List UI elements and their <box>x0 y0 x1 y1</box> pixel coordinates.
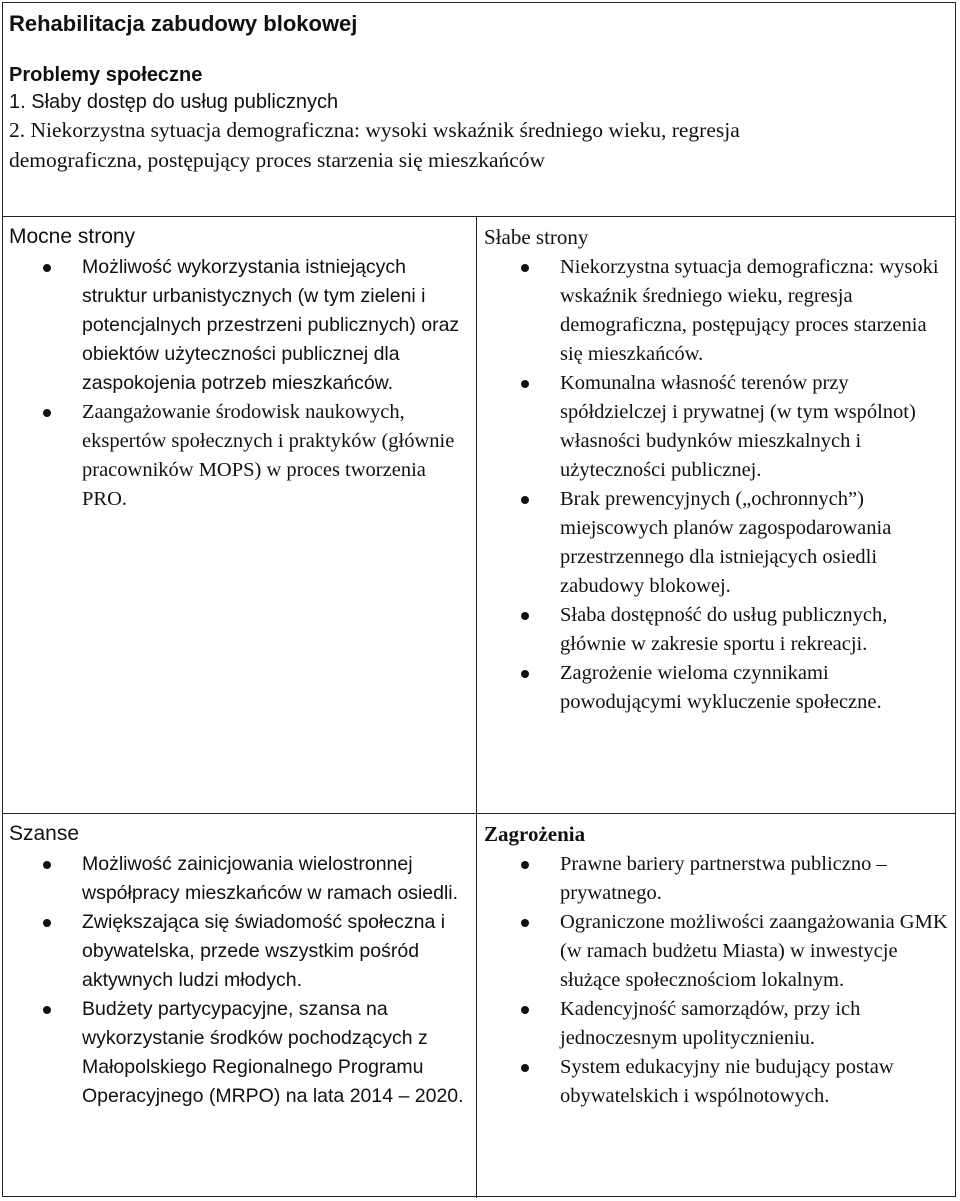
list-item <box>484 1053 951 1111</box>
threat-text: Kadencyjność samorządów, przy ich jednoczesnym upolitycznieniu. <box>560 998 861 1049</box>
bullet-icon <box>43 264 51 272</box>
list-item <box>484 995 951 1053</box>
strengths-list <box>9 253 470 514</box>
weaknesses-cell <box>478 217 957 813</box>
list-item <box>9 850 470 908</box>
strengths-title: Mocne strony <box>9 225 136 248</box>
strength-text: Możliwość wykorzystania istniejących struktur urbanistycznych (w tym zieleni i potencjalnych przestrzeni publicznych) oraz obiektów użyteczności publicznej dla zaspokojenia potrzeb mieszkańców. <box>82 256 460 394</box>
bullet-icon <box>43 409 51 417</box>
list-item <box>9 995 470 1111</box>
list-item <box>484 601 951 659</box>
list-item <box>9 253 470 398</box>
weakness-text: Brak prewencyjnych („ochronnych”) miejscowych planów zagospodarowania przestrzennego dla istniejących osiedli zabudowy blokowej. <box>560 488 892 597</box>
weakness-text: Słaba dostępność do usług publicznych, głównie w zakresie sportu i rekreacji. <box>560 604 888 655</box>
threat-text: Ograniczone możliwości zaangażowania GMK (w ramach budżetu Miasta) w inwestycje służące społecznościom lokalnym. <box>560 911 948 991</box>
list-item <box>484 369 951 485</box>
list-item <box>9 398 470 514</box>
list-item <box>484 253 951 369</box>
opportunities-title: Szanse <box>9 822 80 845</box>
list-item <box>484 908 951 995</box>
strength-text: Zaangażowanie środowisk naukowych, ekspertów społecznych i praktyków (głównie pracowników MOPS) w proces tworzenia PRO. <box>82 401 455 510</box>
weakness-text: Niekorzystna sytuacja demograficzna: wysoki wskaźnik średniego wieku, regresja demograficzna, postępujący proces starzenia się mieszkańców. <box>560 256 939 365</box>
bullet-icon <box>521 861 529 869</box>
strengths-cell <box>3 217 476 813</box>
bullet-icon <box>43 861 51 869</box>
bullet-icon <box>521 919 529 927</box>
opportunity-text: Budżety partycypacyjne, szansa na wykorzystanie środków pochodzących z Małopolskiego Regionalnego Programu Operacyjnego (MRPO) na lata 2014 – 2020. <box>82 998 464 1107</box>
header-cell <box>3 3 955 217</box>
weakness-text: Komunalna własność terenów przy spółdzielczej i prywatnej (w tym wspólnot) własności budynków mieszkalnych i użyteczności publicznej. <box>560 372 916 481</box>
list-item <box>484 485 951 601</box>
list-item <box>484 659 951 717</box>
bullet-icon <box>521 1064 529 1072</box>
opportunity-text: Zwiększająca się świadomość społeczna i obywatelska, przede wszystkim pośród aktywnych ludzi młodych. <box>82 911 446 991</box>
threats-title: Zagrożenia <box>484 822 586 846</box>
threats-cell <box>478 814 957 1198</box>
list-item <box>484 850 951 908</box>
opportunities-list <box>9 850 470 1111</box>
threat-text: System edukacyjny nie budujący postaw obywatelskich i wspólnotowych. <box>560 1056 894 1107</box>
bullet-icon <box>521 496 529 504</box>
bullet-icon <box>521 264 529 272</box>
opportunity-text: Możliwość zainicjowania wielostronnej współpracy mieszkańców w ramach osiedli. <box>82 853 459 904</box>
list-item <box>9 908 470 995</box>
weakness-text: Zagrożenie wieloma czynnikami powodującymi wykluczenie społeczne. <box>560 662 882 713</box>
problem-item-2-continued: demograficzna, postępujący proces starzenia się mieszkańców <box>9 148 546 172</box>
weaknesses-list <box>484 253 951 717</box>
threats-list <box>484 850 951 1111</box>
document-page <box>2 2 956 1197</box>
problem-item-2: 2. Niekorzystna sytuacja demograficzna: wysoki wskaźnik średniego wieku, regresja <box>9 118 740 142</box>
column-divider <box>476 217 477 1198</box>
bullet-icon <box>521 670 529 678</box>
problem-item-1: 1. Słaby dostęp do usług publicznych <box>9 91 339 113</box>
problems-title: Problemy społeczne <box>9 64 203 86</box>
bullet-icon <box>43 1006 51 1014</box>
weaknesses-title: Słabe strony <box>484 225 589 249</box>
bullet-icon <box>521 612 529 620</box>
bullet-icon <box>43 919 51 927</box>
document-title: Rehabilitacja zabudowy blokowej <box>9 11 358 36</box>
bullet-icon <box>521 380 529 388</box>
bullet-icon <box>521 1006 529 1014</box>
threat-text: Prawne bariery partnerstwa publiczno – prywatnego. <box>560 853 887 904</box>
opportunities-cell <box>3 814 476 1198</box>
